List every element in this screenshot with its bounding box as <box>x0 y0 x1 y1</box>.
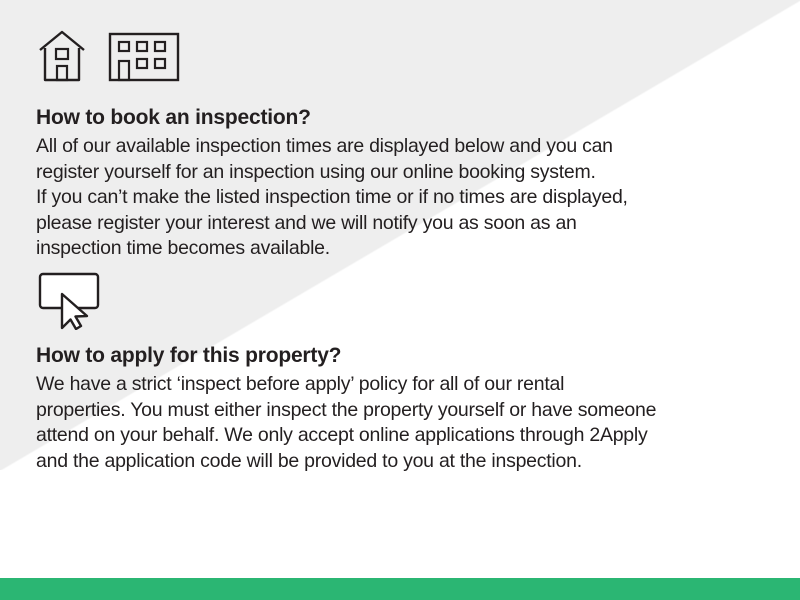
booking-section-line-2: register yourself for an inspection using our online booking system. <box>36 160 596 183</box>
application-section-line-4: and the application code will be provided to you at the inspection. <box>36 449 582 472</box>
booking-section-line-5: inspection time becomes available. <box>36 237 330 259</box>
footer-accent-bar <box>0 578 800 600</box>
booking-section-line-4: please register your interest and we will notify you as soon as an <box>36 211 577 234</box>
booking-section-heading: How to book an inspection? <box>36 106 311 129</box>
application-section-line-3: attend on your behalf. We only accept online applications through 2Apply <box>36 424 648 446</box>
apartment-building-icon <box>106 28 182 89</box>
application-section-heading: How to apply for this property? <box>36 344 342 367</box>
booking-section <box>36 106 776 262</box>
application-section-line-2: properties. You must either inspect the property yourself or have someone <box>36 398 657 421</box>
application-section <box>36 344 776 474</box>
house-icon <box>36 28 88 89</box>
booking-section-line-1: All of our available inspection times are displayed below and you can <box>36 135 613 157</box>
property-icons <box>36 28 182 89</box>
application-section-line-1: We have a strict ‘inspect before apply’ policy for all of our rental <box>36 373 565 395</box>
cursor-click-icon <box>38 272 102 335</box>
booking-section-line-3: If you can’t make the listed inspection time or if no times are displayed, <box>36 186 628 208</box>
